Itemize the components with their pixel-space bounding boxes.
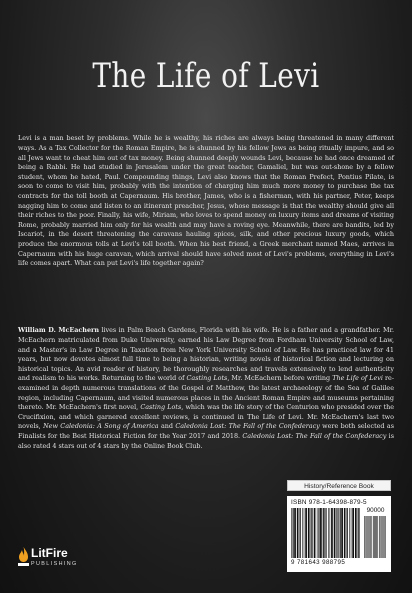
barcode-digits: 9 781643 988795 — [291, 559, 346, 566]
barcode-bar — [347, 508, 348, 558]
barcode-bar — [355, 508, 357, 558]
barcode-bar — [338, 508, 339, 558]
barcode-bar — [352, 508, 354, 558]
barcode-bar — [320, 508, 322, 558]
barcode-bar — [366, 516, 367, 558]
barcode-bar — [358, 508, 359, 558]
barcode-bar — [325, 508, 326, 558]
barcode-bar — [376, 516, 377, 558]
barcode-bar — [367, 516, 368, 558]
barcode-bar — [302, 508, 303, 558]
barcode-bar — [323, 508, 324, 558]
price-addon-number: 90000 — [366, 507, 385, 514]
author-bio: William D. McEachern lives in Palm Beach Gardens, Florida with his wife. He is a father and a grandfather. Mr. McEachern matriculated from Duke University, earned his Law Degree from Fordham University School of Law, and a Master's in Law Degree in Taxation from New York University School of Law. He has practiced law for 41 years, but now devotes almost full time to being a historian, writing novels of historical fiction and lecturing on historical topics. An avid reader of history, he thoroughly researches and travels extensively to lend authenticity and realism to his works. Returning to the world of Casting Lots, Mr. McEachern before writing The Life of Levi re-examined in depth numerous translations of the Gospel of Matthew, the latest archaeology of the Sea of Galilee region, including Capernaum, and visited numerous places in the Ancient Roman Empire and museums pertaining thereto. Mr. McEachern's first novel, Casting Lots, which was the life story of the Centurion who presided over the Crucifixion, and which garnered excellent reviews, is continued in The Life of Levi. Mr. McEachern's last two novels, New Caledonia: A Song of America and Caledonia Lost: The Fall of the Confederacy were both selected as Finalists for the Best Historical Fiction for the Year 2017 and 2018. Caledonia Lost: The Fall of the Confederacy is also rated 4 stars out of 4 stars by the Online Book Club. — [18, 326, 394, 450]
author-name: William D. McEachern — [18, 326, 100, 335]
publisher-name: LitFire — [31, 546, 68, 560]
barcode-bar — [312, 508, 313, 558]
barcode-bar — [328, 508, 329, 558]
book-reference: Caledonia Lost: The Fall of the Confederacy — [242, 431, 387, 440]
synopsis-text: Levi is a man beset by problems. While he is wealthy, his riches are always being threatened in many different ways. As a Tax Collector for the Roman Empire, he is shunned by his fellow Jews as being ritually impure, and so all Jews want to cheat him out of tax money. Being shunned deeply wounds Levi, because he had once dreamed of being a Rabbi. He had studied in Jerusalem under the great teacher, Gamaliel, but was out-shone by a fellow student, whom he hated, Paul. Compounding things, Levi also knows that the Roman Prefect, Pontius Pilate, is soon to come to visit him, probably with the intention of charging him much more money to purchase the tax contracts for the toll booth at Capernaum. His brother, James, who is a fisherman, with his partner, Peter, keeps nagging him to come and listen to an itinerant preacher, Jesus, whose message is that the wealthy should give all their riches to the poor. Finally, his wife, Miriam, who loves to spend money on luxury items and dreams of visiting Rome, probably married him only for his wealth and may have a roving eye. Meanwhile, there are bandits, led by Iscariot, in the desert threatening the caravans hauling spices, silk, and other precious luxury goods, which produce the enormous tolls at Levi's toll booth. When his best friend, a Greek merchant named Maes, arrives in Capernaum with his huge caravan, which arrival should have solved most of Levi's problems, everything in Levi's life comes apart. What can put Levi's life together again? — [18, 134, 394, 268]
barcode-bar — [314, 508, 316, 558]
barcode-bar — [300, 508, 301, 558]
barcode-bar — [330, 508, 331, 558]
ean-barcode — [291, 508, 361, 558]
barcode-bar — [385, 516, 386, 558]
barcode-bar — [304, 508, 305, 558]
barcode-panel — [287, 496, 391, 572]
publisher-logo — [18, 545, 88, 575]
addon-barcode — [364, 516, 387, 558]
book-reference: New Caledonia: A Song of America — [43, 422, 159, 431]
barcode-bar — [297, 508, 298, 558]
publisher-subtitle: PUBLISHING — [31, 561, 78, 567]
category-label: History/Reference Book — [287, 480, 391, 491]
flame-icon — [18, 547, 29, 567]
barcode-bar — [351, 508, 352, 558]
barcode-bar — [346, 508, 347, 558]
barcode-bar — [383, 516, 384, 558]
barcode-bar — [359, 508, 360, 558]
barcode-bar — [372, 516, 373, 558]
barcode-bar — [293, 508, 294, 558]
barcode-bar — [336, 508, 337, 558]
barcode-bar — [384, 516, 385, 558]
barcode-bar — [364, 516, 365, 558]
barcode-bar — [373, 516, 374, 558]
barcode-bar — [305, 508, 307, 558]
barcode-bar — [340, 508, 341, 558]
book-reference: Casting Lots — [186, 374, 228, 383]
book-reference: The Life of Levi — [332, 374, 383, 383]
barcode-bar — [291, 508, 292, 558]
barcode-bar — [299, 508, 300, 558]
barcode-bar — [349, 508, 350, 558]
barcode-bar — [317, 508, 318, 558]
isbn-text: ISBN 978-1-64398-879-5 — [291, 499, 367, 506]
barcode-bar — [381, 516, 382, 558]
barcode-bar — [344, 508, 345, 558]
barcode-bar — [379, 516, 380, 558]
barcode-bar — [311, 508, 312, 558]
barcode-bar — [375, 516, 376, 558]
barcode-bar — [331, 508, 333, 558]
barcode-bar — [382, 516, 383, 558]
book-reference: Caledonia Lost: The Fall of the Confederacy — [175, 422, 320, 431]
barcode-bar — [369, 516, 370, 558]
barcode-bar — [370, 516, 371, 558]
barcode-bar — [341, 508, 343, 558]
book-title: The Life of Levi — [92, 56, 320, 96]
barcode-bar — [308, 508, 310, 558]
barcode-bar — [334, 508, 336, 558]
barcode-bar — [374, 516, 375, 558]
barcode-bar — [377, 516, 378, 558]
barcode-bar — [368, 516, 369, 558]
book-reference: Casting Lots — [140, 403, 182, 412]
barcode-bar — [318, 508, 319, 558]
barcode-bar — [294, 508, 296, 558]
barcode-bar — [324, 508, 325, 558]
